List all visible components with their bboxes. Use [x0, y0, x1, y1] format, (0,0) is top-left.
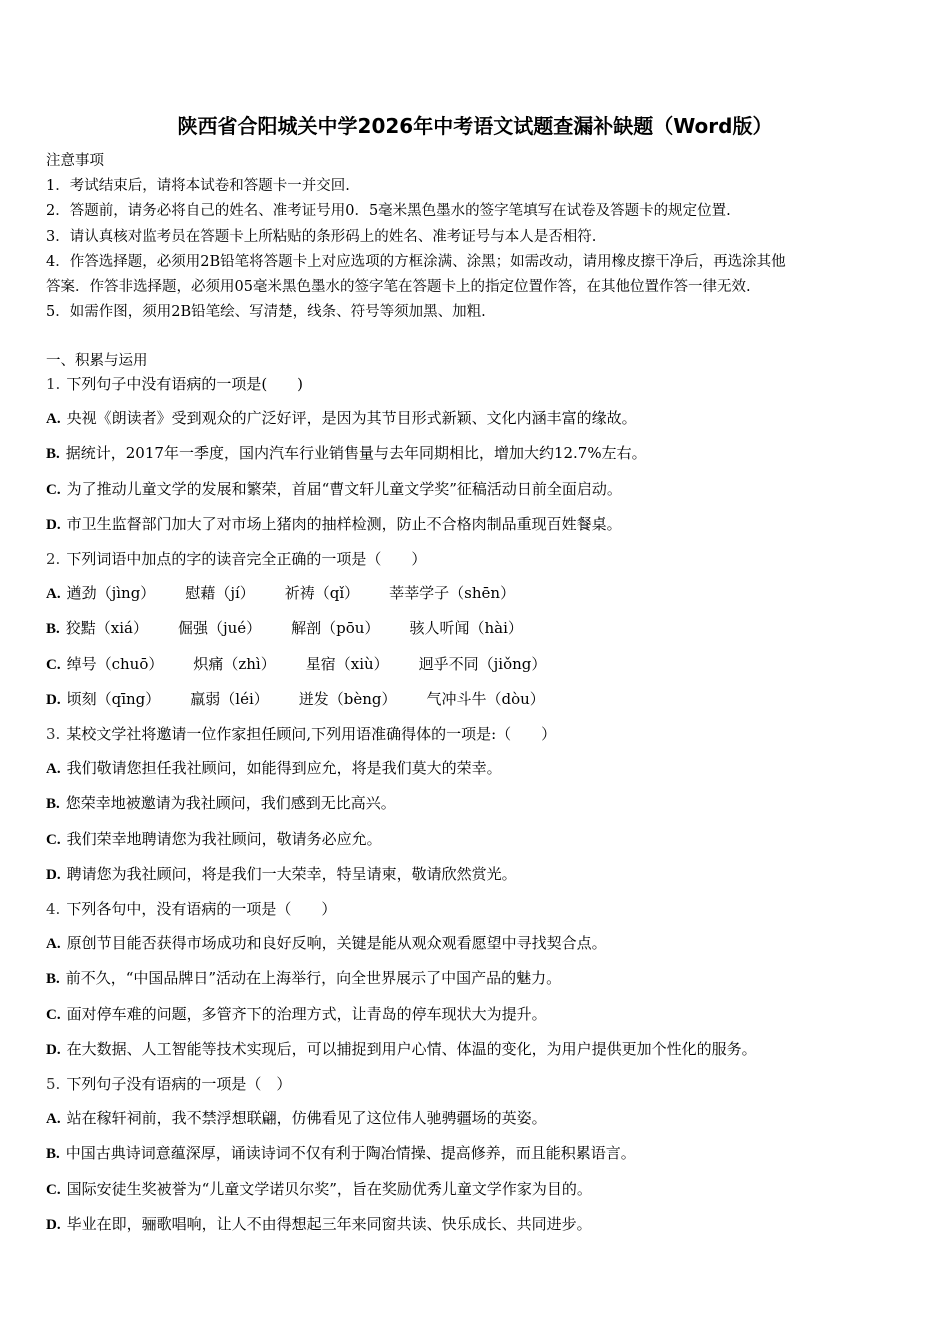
option-label: A. — [46, 1111, 61, 1128]
option-d — [46, 682, 916, 717]
option-item: 狡黠（xiá） — [65, 619, 148, 638]
question — [46, 892, 916, 1067]
option-item: 莘莘学子（shēn） — [389, 584, 516, 603]
option-text: 在大数据、人工智能等技术实现后，可以捕捉到用户心情、体温的变化，为用户提供更加个性化的服务。 — [66, 1039, 757, 1058]
note-line: 1．考试结束后，请将本试卷和答题卡一并交回. — [46, 178, 350, 195]
option-label: B. — [46, 621, 60, 638]
question-stem — [46, 542, 916, 576]
option-item: 迸发（bèng） — [298, 689, 397, 708]
option-item: 慰藉（jí） — [185, 584, 255, 603]
option-c — [46, 647, 916, 682]
question-text: 下列词语中加点的字的读音完全正确的一项是（ ） — [66, 550, 427, 569]
option-label: D. — [46, 691, 61, 708]
questions — [46, 367, 916, 1242]
option-label: D. — [46, 1041, 61, 1058]
question-number: 5. — [46, 1075, 61, 1094]
question-number: 3. — [46, 725, 61, 744]
notes-heading: 注意事项 — [46, 153, 104, 169]
question — [46, 1067, 916, 1242]
option-item: 羸弱（léi） — [190, 689, 269, 708]
option-c — [46, 1172, 916, 1207]
option-item: 顷刻（qīng） — [66, 689, 161, 708]
option-text: 国际安徒生奖被誉为“儿童文学诺贝尔奖”，旨在奖励优秀儿童文学作家为目的。 — [66, 1179, 592, 1198]
option-text: 我们荣幸地聘请您为我社顾问，敬请务必应允。 — [66, 829, 382, 848]
option-text: 央视《朗读者》受到观众的广泛好评，是因为其节目形式新颖、文化内涵丰富的缘故。 — [66, 409, 637, 428]
section-heading: 一、积累与运用 — [46, 353, 148, 369]
option-label: D. — [46, 1216, 61, 1233]
option-a — [46, 576, 916, 611]
notes-block — [46, 149, 906, 325]
option-label: D. — [46, 866, 61, 883]
option-text: 原创节目能否获得市场成功和良好反响，关键是能从观众观看愿望中寻找契合点。 — [66, 934, 607, 953]
note-line: 答案．作答非选择题，必须用05毫米黑色墨水的签字笔在答题卡上的指定位置作答，在其他位置作答一律无效. — [46, 279, 751, 296]
option-text: 为了推动儿童文学的发展和繁荣，首届“曹文轩儿童文学奖”征稿活动日前全面启动。 — [66, 479, 622, 498]
note-line: 3．请认真核对监考员在答题卡上所粘贴的条形码上的姓名、准考证号与本人是否相符. — [46, 228, 597, 245]
question-text: 下列句子中没有语病的一项是( ) — [66, 375, 304, 393]
option-a — [46, 1101, 916, 1136]
option-text: 中国古典诗词意蕴深厚，诵读诗词不仅有利于陶冶情操、提高修养，而且能积累语言。 — [65, 1144, 636, 1163]
option-label: B. — [46, 446, 60, 463]
option-b — [46, 961, 916, 996]
question-text: 下列句子没有语病的一项是（ ） — [66, 1075, 292, 1094]
option-a — [46, 751, 916, 786]
option-d — [46, 1032, 916, 1067]
option-b — [46, 436, 916, 471]
option-item: 解剖（pōu） — [291, 619, 380, 638]
option-label: C. — [46, 1181, 61, 1198]
option-c — [46, 997, 916, 1032]
option-text: 前不久，“中国品牌日”活动在上海举行，向全世界展示了中国产品的魅力。 — [65, 969, 562, 988]
option-text: 我们敬请您担任我社顾问，如能得到应允，将是我们莫大的荣幸。 — [66, 759, 502, 778]
option-c — [46, 472, 916, 507]
option-label: B. — [46, 1146, 60, 1163]
option-b — [46, 786, 916, 821]
question — [46, 542, 916, 717]
question — [46, 717, 916, 892]
question-number: 4. — [46, 900, 61, 919]
note-line: 4．作答选择题，必须用2B铅笔将答题卡上对应选项的方框涂满、涂黑；如需改动，请用橡皮擦干净后，再选涂其他 — [46, 253, 786, 270]
option-label: A. — [46, 936, 61, 953]
option-item: 炽痛（zhì） — [193, 654, 276, 673]
option-label: B. — [46, 796, 60, 813]
option-d — [46, 1207, 916, 1242]
question-stem — [46, 1067, 916, 1101]
document-title: 陕西省合阳城关中学2026年中考语文试题查漏补缺题（Word版） — [177, 114, 773, 138]
question-number: 1. — [46, 375, 61, 393]
question — [46, 367, 916, 542]
option-text: 您荣幸地被邀请为我社顾问，我们感到无比高兴。 — [65, 794, 396, 813]
option-b — [46, 611, 916, 646]
question-text: 下列各句中，没有语病的一项是（ ） — [66, 900, 337, 919]
option-item: 气冲斗牛（dòu） — [426, 689, 545, 708]
option-a — [46, 926, 916, 961]
question-stem — [46, 892, 916, 926]
option-text: 站在稼轩祠前，我不禁浮想联翩，仿佛看见了这位伟人驰骋疆场的英姿。 — [66, 1109, 547, 1128]
question-stem — [46, 367, 916, 401]
option-text: 面对停车难的问题，多管齐下的治理方式，让青岛的停车现状大为提升。 — [66, 1004, 547, 1023]
option-label: C. — [46, 656, 61, 673]
option-text: 毕业在即，骊歌唱响，让人不由得想起三年来同窗共读、快乐成长、共同进步。 — [66, 1214, 592, 1233]
option-label: C. — [46, 481, 61, 498]
option-item: 遒劲（jìng） — [66, 584, 156, 603]
note-line: 2．答题前，请务必将自己的姓名、准考证号用0．5毫米黑色墨水的签字笔填写在试卷及答题卡的规定位置. — [46, 203, 731, 220]
option-b — [46, 1136, 916, 1171]
option-item: 骇人听闻（hài） — [409, 619, 523, 638]
question-stem — [46, 717, 916, 751]
question-number: 2. — [46, 550, 61, 569]
option-d — [46, 857, 916, 892]
note-line: 5．如需作图，须用2B铅笔绘、写清楚，线条、符号等须加黑、加粗. — [46, 304, 486, 321]
option-label: A. — [46, 586, 61, 603]
option-label: B. — [46, 971, 60, 988]
option-item: 迥乎不同（jiǒng） — [418, 654, 547, 673]
option-item: 绰号（chuō） — [66, 654, 164, 673]
option-label: D. — [46, 516, 61, 533]
option-label: C. — [46, 1006, 61, 1023]
option-item: 祈祷（qǐ） — [284, 584, 360, 603]
option-label: A. — [46, 761, 61, 778]
option-item: 倔强（jué） — [177, 619, 262, 638]
option-text: 聘请您为我社顾问，将是我们一大荣幸，特呈请柬，敬请欣然赏光。 — [66, 864, 517, 883]
option-label: A. — [46, 411, 61, 428]
question-text: 某校文学社将邀请一位作家担任顾问,下列用语准确得体的一项是:（ ） — [66, 725, 557, 744]
option-d — [46, 507, 916, 542]
option-label: C. — [46, 831, 61, 848]
option-a — [46, 401, 916, 436]
option-text: 据统计，2017年一季度，国内汽车行业销售量与去年同期相比，增加大约12.7%左右。 — [65, 444, 647, 463]
option-item: 星宿（xiù） — [305, 654, 389, 673]
option-text: 市卫生监督部门加大了对市场上猪肉的抽样检测，防止不合格肉制品重现百姓餐桌。 — [66, 514, 622, 533]
option-c — [46, 822, 916, 857]
